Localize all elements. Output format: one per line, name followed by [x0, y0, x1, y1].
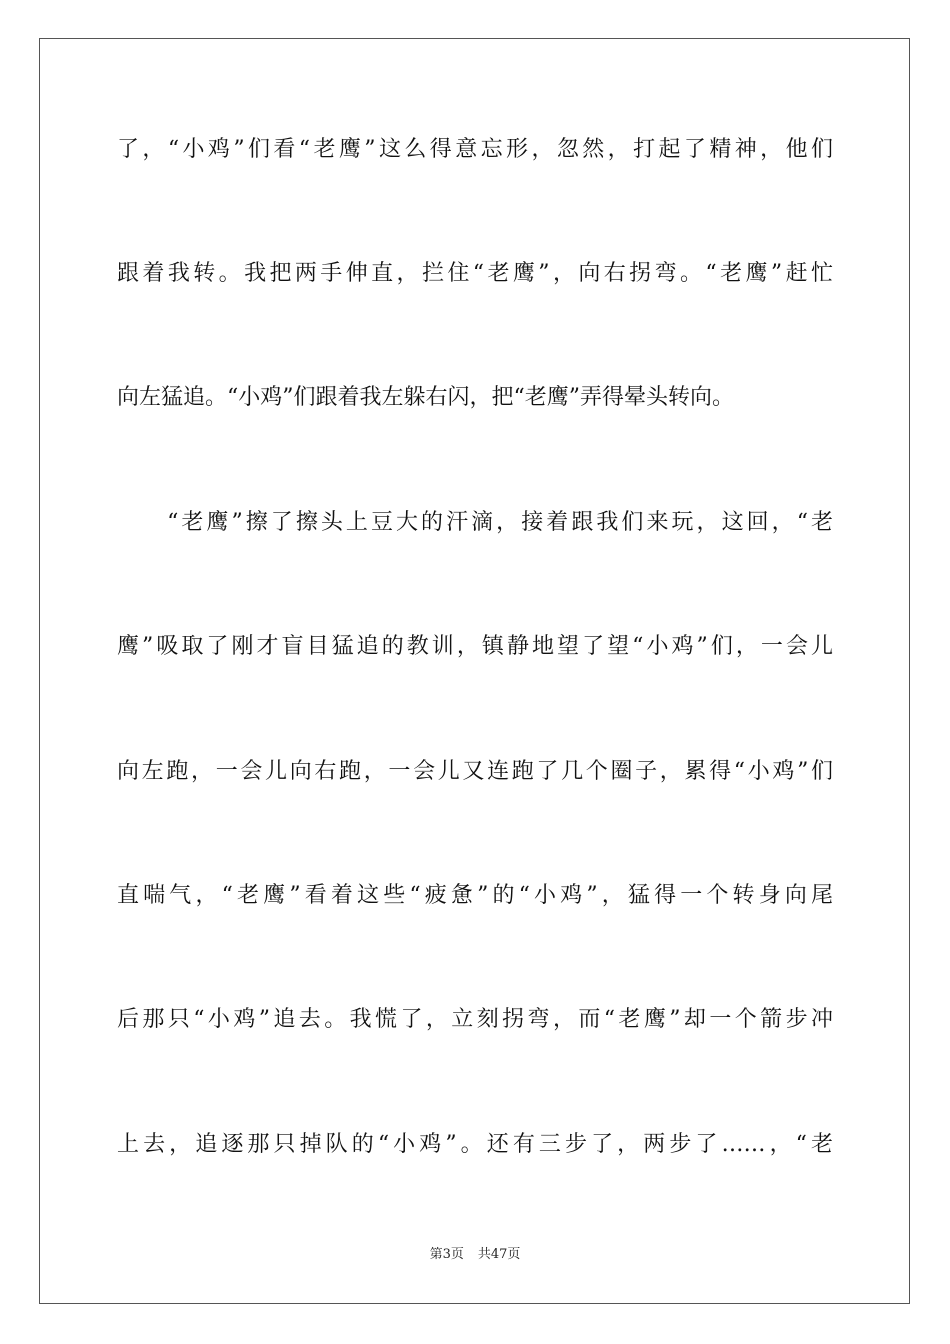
text-line: 上去，追逐那只掉队的“小鸡”。还有三步了，两步了……，“老	[117, 1132, 833, 1157]
text-line: 跟着我转。我把两手伸直，拦住“老鹰”，向右拐弯。“老鹰”赶忙	[117, 261, 833, 286]
text-line: “老鹰”擦了擦头上豆大的汗滴，接着跟我们来玩，这回，“老	[117, 510, 833, 535]
text-line: 向左跑，一会儿向右跑，一会儿又连跑了几个圈子，累得“小鸡”们	[117, 759, 833, 784]
page-total: 共47页	[477, 1247, 521, 1262]
page-footer	[0, 1246, 950, 1264]
text-line: 后那只“小鸡”追去。我慌了，立刻拐弯，而“老鹰”却一个箭步冲	[117, 1007, 833, 1032]
page-number: 第3页	[429, 1247, 464, 1262]
page-border	[39, 38, 910, 1304]
text-line: 了，“小鸡”们看“老鹰”这么得意忘形，忽然，打起了精神，他们	[117, 137, 833, 162]
text-line: 鹰”吸取了刚才盲目猛追的教训，镇静地望了望“小鸡”们，一会儿	[117, 634, 833, 659]
text-line: 直喘气，“老鹰”看着这些“疲惫”的“小鸡”，猛得一个转身向尾	[117, 883, 833, 908]
text-line: 向左猛追。“小鸡”们跟着我左躲右闪，把“老鹰”弄得晕头转向。	[117, 385, 734, 410]
